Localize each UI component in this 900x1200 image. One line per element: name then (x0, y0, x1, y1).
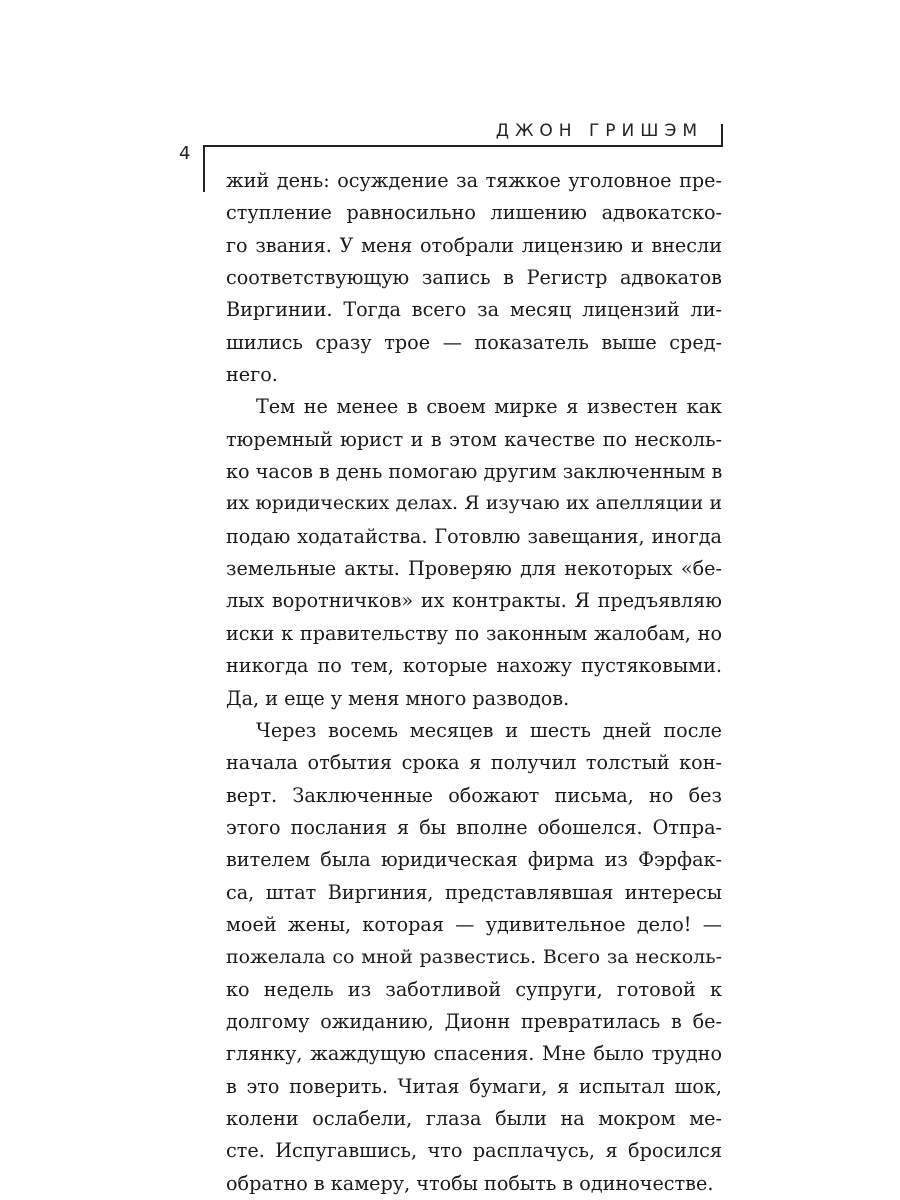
text-line: иски к правительству по законным жалобам, но (226, 621, 722, 645)
text-line: в это поверить. Читая бумаги, я испытал шок, (226, 1074, 722, 1098)
running-head: ДЖОН ГРИШЭМ (495, 121, 703, 141)
text-line: Да, и еще у меня много разводов. (226, 686, 570, 710)
text-line: их юридических делах. Я изучаю их апелляции и (226, 493, 722, 515)
text-line: моей жены, которая — удивительное дело! — (226, 912, 722, 936)
text-line: подаю ходатайства. Готовлю завещания, иногда (226, 524, 722, 548)
text-line: этого послания я бы вполне обошелся. Отпра- (226, 815, 722, 839)
text-line: тюремный юрист и в этом качестве по несколь- (226, 427, 722, 451)
text-line: шились сразу трое — показатель выше сред- (226, 330, 722, 354)
text-line: него. (226, 363, 278, 387)
text-line: соответствующую запись в Регистр адвокатов (226, 266, 722, 290)
text-line: долгому ожиданию, Дионн превратилась в бе- (226, 1009, 722, 1033)
text-line: ко часов в день помогаю другим заключенным в (226, 460, 723, 484)
text-line: са, штат Виргиния, представлявшая интересы (226, 880, 722, 904)
page-number: 4 (179, 143, 191, 164)
text-line: лых воротничков» их контракты. Я предъявляю (226, 589, 722, 613)
text-line: вителем была юридическая фирма из Фэрфак- (226, 848, 722, 872)
text-line: никогда по тем, которые нахожу пустяковыми. (226, 654, 722, 678)
body-text (226, 165, 722, 1200)
text-line: Тем не менее в своем мирке я известен как (256, 395, 722, 419)
text-line: го звания. У меня отобрали лицензию и внесли (226, 233, 722, 257)
text-line: колени ослабели, глаза были на мокром ме- (226, 1106, 722, 1130)
text-line: Виргинии. Тогда всего за месяц лицензий ли- (226, 298, 722, 322)
text-line: глянку, жаждущую спасения. Мне было трудно (226, 1042, 722, 1066)
text-line: ко недель из заботливой супруги, готовой к (226, 977, 722, 1001)
folio-rule (203, 145, 205, 192)
text-line: обратно в камеру, чтобы побыть в одиночестве. (226, 1171, 714, 1195)
text-line: пожелала со мной развестись. Всего за несколь- (226, 946, 722, 969)
header-rule-vertical (721, 124, 723, 147)
text-line: верт. Заключенные обожают письма, но без (226, 783, 722, 807)
header-rule-horizontal (203, 145, 723, 147)
text-line: сте. Испугавшись, что расплачусь, я бросился (226, 1139, 722, 1163)
text-line: Через восемь месяцев и шесть дней после (256, 718, 722, 742)
text-line: ступление равносильно лишению адвокатско- (226, 201, 722, 225)
text-line: жий день: осуждение за тяжкое уголовное пре- (226, 169, 722, 192)
text-line: начала отбытия срока я получил толстый кон- (226, 751, 722, 775)
text-line: земельные акты. Проверяю для некоторых «бе- (226, 557, 722, 581)
